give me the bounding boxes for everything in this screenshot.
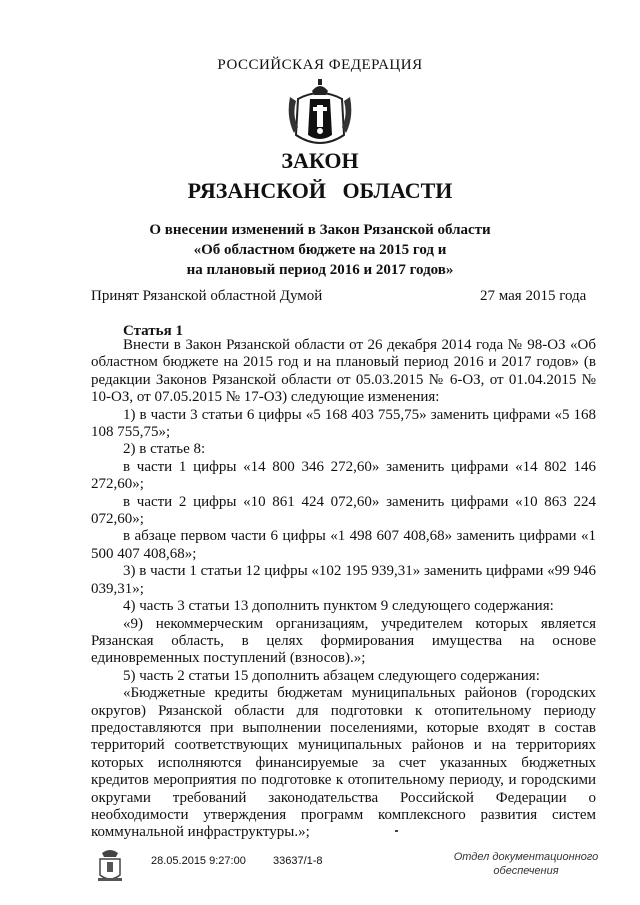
scan-speck xyxy=(395,830,398,832)
subtitle-line-1: О внесении изменений в Закон Рязанской области xyxy=(149,222,491,238)
paragraph: 5) часть 2 статьи 15 дополнить абзацем следующего содержания: xyxy=(123,667,540,684)
article-body xyxy=(91,337,596,842)
footer-datetime: 28.05.2015 9:27:00 xyxy=(151,855,246,867)
adopted-by: Принят Рязанской областной Думой xyxy=(91,288,323,304)
paragraph: 4) часть 3 статьи 13 дополнить пунктом 9 следующего содержания: xyxy=(123,598,554,615)
law-heading xyxy=(0,146,640,206)
federation-title: РОССИЙСКАЯ ФЕДЕРАЦИЯ xyxy=(217,57,423,73)
paragraph: 3) в части 1 статьи 12 цифры «102 195 939,31» заменить цифрами «99 946 039,31»; xyxy=(91,563,596,597)
region-label: РЯЗАНСКОЙ ОБЛАСТИ xyxy=(187,178,453,203)
law-label: ЗАКОН xyxy=(281,148,359,173)
law-subtitle xyxy=(0,220,640,280)
paragraph: в абзаце первом части 6 цифры «1 498 607 408,68» заменить цифрами «1 500 407 408,68»; xyxy=(91,528,596,562)
subtitle-line-2: «Об областном бюджете на 2015 год и xyxy=(193,242,447,258)
article-heading: Статья 1 xyxy=(123,323,183,339)
footer-emblem-icon xyxy=(96,849,124,883)
paragraph: 2) в статье 8: xyxy=(123,441,206,458)
adoption-date: 27 мая 2015 года xyxy=(480,288,587,304)
paragraph: Внести в Закон Рязанской области от 26 декабря 2014 года № 98-ОЗ «Об областном бюджете на 2015 год и на плановый период 2016 и 2017 годов» (в редакции Законов Рязанской области от 05.03.2015 № 6-ОЗ, от 01.04.2015 № 10-ОЗ, от 07.05.2015 № 17-ОЗ) следующие изменения: xyxy=(91,337,596,406)
paragraph: 1) в части 3 статьи 6 цифры «5 168 403 755,75» заменить цифрами «5 168 108 755,75»; xyxy=(91,406,596,441)
stamp-line-1: Отдел документационного xyxy=(453,851,599,863)
stamp-line-2: обеспечения xyxy=(493,865,559,877)
paragraph: «9) некоммерческим организациям, учредителем которых является Рязанская область, в целях формирования имущества на основе единовременных поступлений (взносов).»; xyxy=(91,615,596,667)
paragraph: в части 2 цифры «10 861 424 072,60» заменить цифрами «10 863 224 072,60»; xyxy=(91,493,596,528)
subtitle-line-3: на плановый период 2016 и 2017 годов» xyxy=(186,262,454,278)
coat-of-arms-icon xyxy=(284,77,356,149)
footer-doc-number: 33637/1-8 xyxy=(273,855,323,867)
department-stamp xyxy=(446,850,606,878)
paragraph: «Бюджетные кредиты бюджетам муниципальных районов (городских округов) Рязанской области для подготовки к отопительному периоду предоставляются при выполнении поселениями, которые входят в состав территорий соответствующих муниципальных районов и на территориях которых исполняются финансируемые за счет указанных бюджетных кредитов мероприятия по подготовке к отопительному периоду, и городскими округами требований законодательства Российской Федерации о необходимости утверждения программ комплексного развития систем коммунальной инфраструктуры.»; xyxy=(91,685,596,841)
paragraph: в части 1 цифры «14 800 346 272,60» заменить цифрами «14 802 146 272,60»; xyxy=(91,458,596,493)
